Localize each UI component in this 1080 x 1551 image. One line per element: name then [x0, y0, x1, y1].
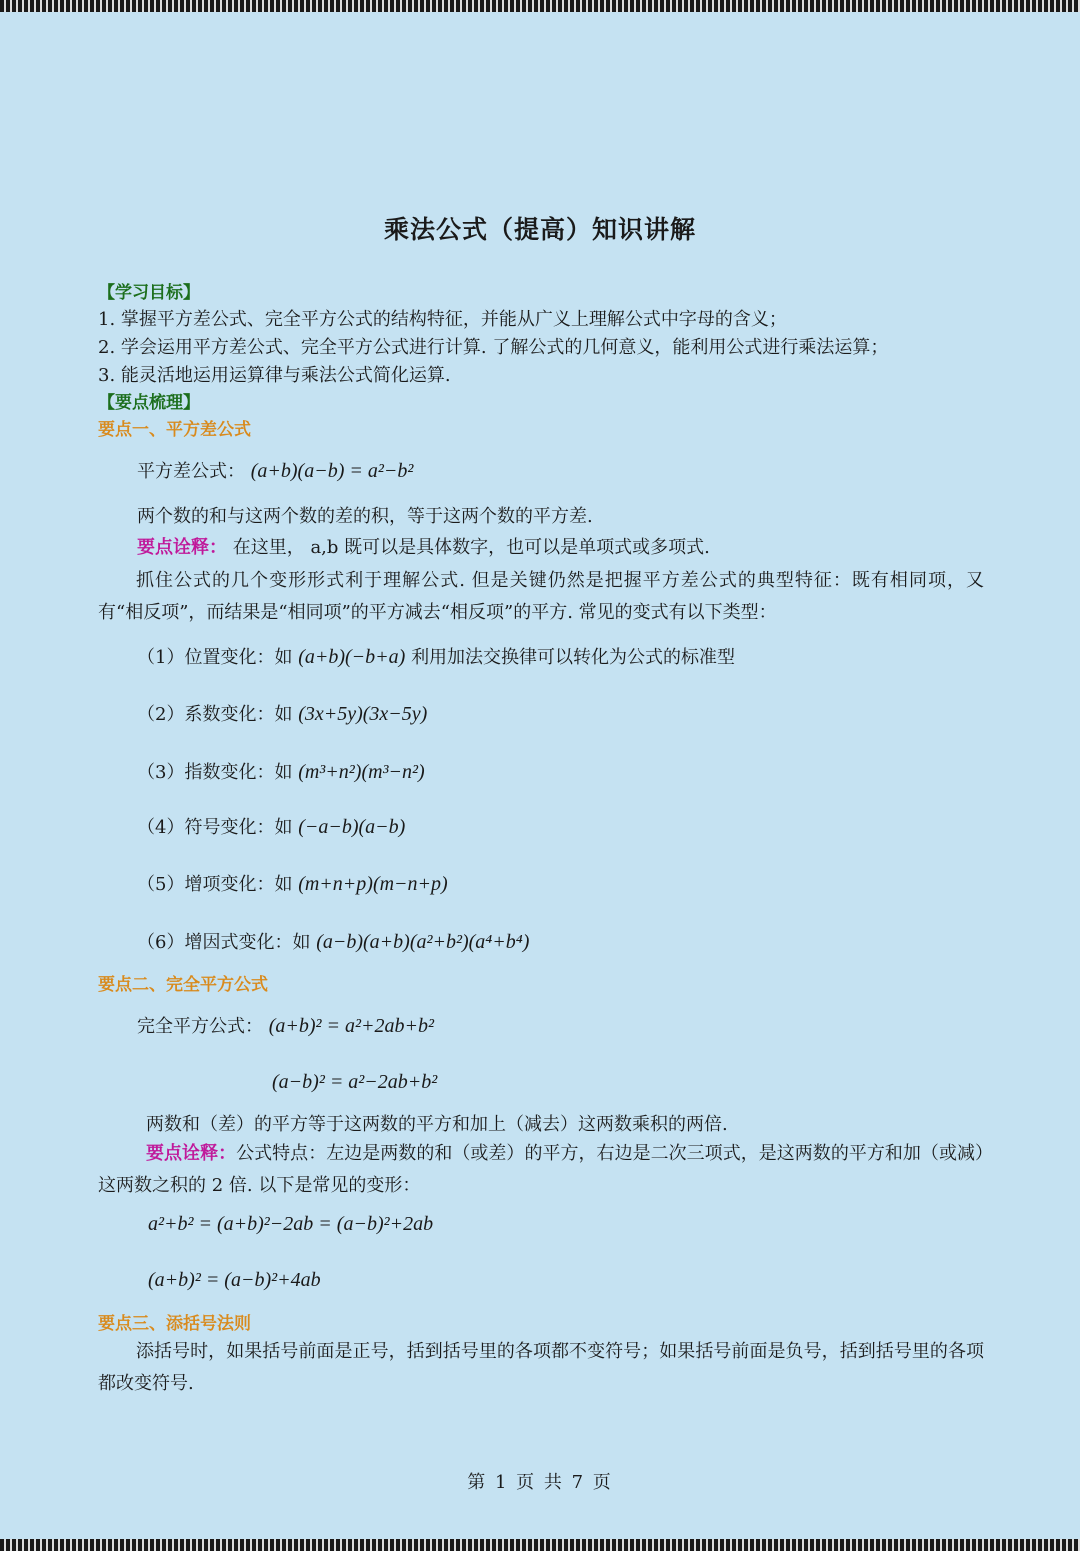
variant-formula: (a+b)(−b+a): [298, 646, 406, 668]
sec2-formula-label: 完全平方公式：: [137, 1016, 263, 1037]
keypoints-header: 【要点梳理】: [98, 393, 200, 413]
perfect-square-sum-formula: (a+b)² = a²+2ab+b²: [268, 1015, 435, 1037]
variant-label: （4）符号变化：如: [137, 817, 293, 838]
difference-of-squares-formula: (a+b)(a−b) = a²−b²: [250, 460, 414, 482]
goals-header: 【学习目标】: [98, 283, 200, 303]
sec1-formula-label: 平方差公式：: [137, 461, 245, 482]
variant-formula: (3x+5y)(3x−5y): [298, 703, 428, 725]
page-title: 乘法公式（提高）知识讲解: [383, 215, 696, 244]
note-label: 要点诠释：: [146, 1143, 237, 1164]
sec1-paragraph: 抓住公式的几个变形形式利于理解公式. 但是关键仍然是把握平方差公式的典型特征：既有相同项，又有“相反项”，而结果是“相同项”的平方减去“相反项”的平方. 常见的变式有以下类型：: [98, 570, 984, 623]
sec1-description: 两个数的和与这两个数的差的积，等于这两个数的平方差.: [137, 506, 593, 527]
section1-title: 要点一、平方差公式: [98, 420, 251, 440]
note-label: 要点诠释：: [137, 537, 227, 558]
variant-label: （2）系数变化：如: [137, 704, 293, 725]
sec2-description: 两数和（差）的平方等于这两数的平方和加上（减去）这两数乘积的两倍.: [146, 1114, 728, 1135]
variant-formula: (m³+n²)(m³−n²): [298, 761, 425, 783]
page-footer: 第 1 页 共 7 页: [467, 1472, 613, 1493]
sec2-note: [98, 1138, 984, 1202]
sec1-formula-row: [137, 459, 413, 484]
variant-formula: (−a−b)(a−b): [298, 816, 406, 838]
perfect-square-diff-formula: (a−b)² = a²−2ab+b²: [272, 1071, 438, 1093]
sec2-formula-row: [137, 1014, 434, 1039]
variant-label: （3）指数变化：如: [137, 762, 293, 783]
goal-item-1: 1. 掌握平方差公式、完全平方公式的结构特征，并能从广义上理解公式中字母的含义；: [98, 309, 787, 330]
goal-item-2: 2. 学会运用平方差公式、完全平方公式进行计算. 了解公式的几何意义，能利用公式进行乘法运算；: [98, 337, 889, 358]
sec1-note: [137, 536, 710, 560]
variant-formula: (a−b)(a+b)(a²+b²)(a⁴+b⁴): [316, 931, 530, 953]
variant-label: （5）增项变化：如: [137, 874, 293, 895]
variant-formula-4: (a+b)² = (a−b)²+4ab: [148, 1269, 321, 1291]
section2-title: 要点二、完全平方公式: [98, 975, 268, 995]
note-text: 在这里， a,b 既可以是具体数字，也可以是单项式或多项式.: [232, 537, 710, 558]
note-text: 公式特点：左边是两数的和（或差）的平方，右边是二次三项式，是这两数的平方和加（或减）这两数之积的 2 倍. 以下是常见的变形：: [98, 1143, 984, 1196]
variant-tail: 利用加法交换律可以转化为公式的标准型: [411, 647, 736, 668]
variant-2: [137, 702, 427, 727]
variant-1: [137, 645, 735, 670]
variant-6: [137, 930, 529, 955]
variant-formula-3: a²+b² = (a+b)²−2ab = (a−b)²+2ab: [148, 1213, 434, 1235]
sec3-paragraph: 添括号时，如果括号前面是正号，括到括号里的各项都不变符号；如果括号前面是负号，括到括号里的各项都改变符号.: [98, 1341, 984, 1394]
variant-formula: (m+n+p)(m−n+p): [298, 873, 448, 895]
variant-5: [137, 872, 448, 897]
variant-4: [137, 815, 405, 840]
goal-item-3: 3. 能灵活地运用运算律与乘法公式简化运算.: [98, 365, 451, 386]
variant-label: （6）增因式变化：如: [137, 932, 311, 953]
variant-3: [137, 760, 425, 785]
variant-label: （1）位置变化：如: [137, 647, 293, 668]
section3-title: 要点三、添括号法则: [98, 1314, 251, 1334]
